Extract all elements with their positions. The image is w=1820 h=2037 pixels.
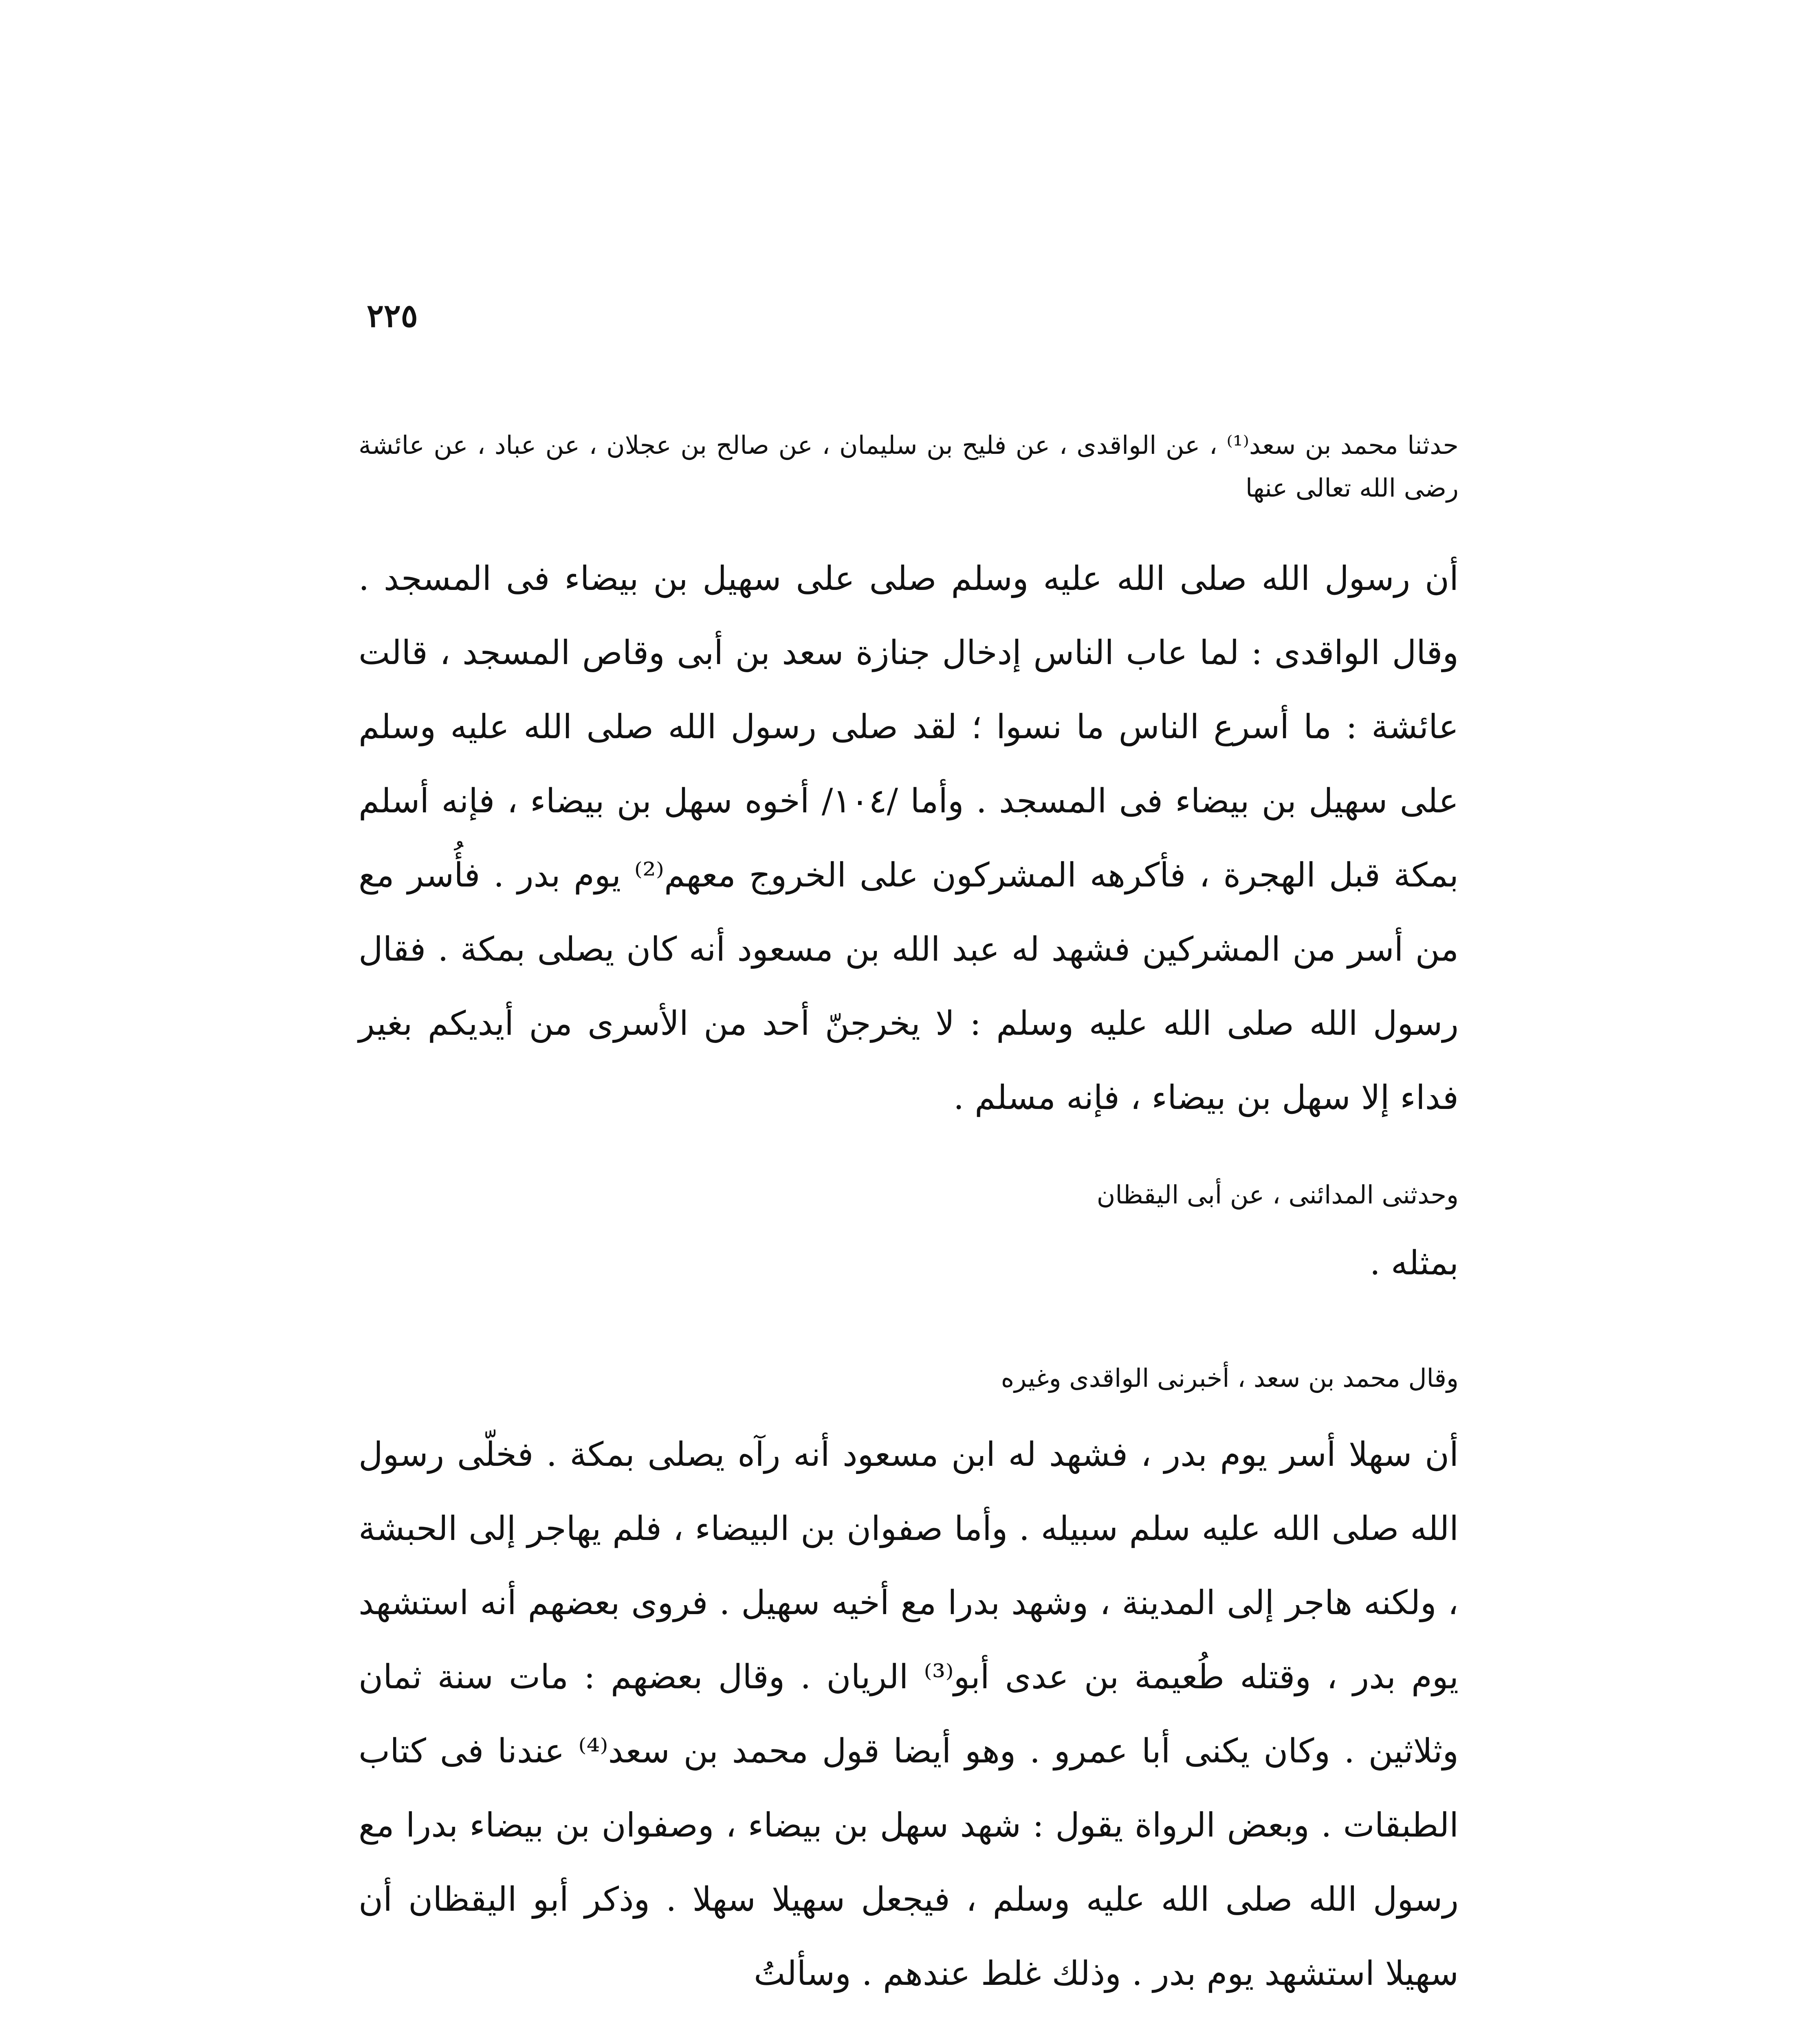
page-number: ٢٢٥ (367, 297, 418, 334)
isnad-2: وحدثنى المدائنى ، عن أبى اليقظان (1096, 1180, 1459, 1210)
paragraph-2: بمثله . (1369, 1244, 1459, 1282)
paragraph-1: أن رسول الله صلى الله عليه وسلم صلى على سهيل بن بيضاء فى المسجد . وقال الواقدى : لما عاب الناس إدخال جنازة سعد بن أبى وقاص المسجد ، قالت عائشة : ما أسرع الناس ما نسوا ؛ لقد صلى رسول الله صلى الله عليه وسلم على سهيل بن بيضاء فى المسجد . وأما /١٠٤/ أخوه سهل بن بيضاء ، فإنه أسلم بمكة قبل الهجرة ، فأكرهه المشركون على الخروج معهم⁽²⁾ يوم بدر . فأُسر مع من أسر من المشركين فشهد له عبد الله بن مسعود أنه كان يصلى بمكة . فقال رسول الله صلى الله عليه وسلم : لا يخرجنّ أحد من الأسرى من أيديكم بغير فداء إلا سهل بن بيضاء ، فإنه مسلم . (359, 559, 1459, 1117)
isnad-3: وقال محمد بن سعد ، أخبرنى الواقدى وغيره (1001, 1363, 1459, 1393)
isnad-1: حدثنا محمد بن سعد⁽¹⁾ ، عن الواقدى ، عن فليح بن سليمان ، عن صالح بن عجلان ، عن عباد ، عن عائشة رضى الله تعالى عنها (359, 430, 1459, 503)
paragraph-3: أن سهلا أسر يوم بدر ، فشهد له ابن مسعود أنه رآه يصلى بمكة . فخلّى رسول الله صلى الله عليه سلم سبيله . وأما صفوان بن البيضاء ، فلم يهاجر إلى الحبشة ، ولكنه هاجر إلى المدينة ، وشهد بدرا مع أخيه سهيل . فروى بعضهم أنه استشهد يوم بدر ، وقتله طُعيمة بن عدى أبو⁽³⁾ الريان . وقال بعضهم : مات سنة ثمان وثلاثين . وكان يكنى أبا عمرو . وهو أيضا قول محمد بن سعد⁽⁴⁾ عندنا فى كتاب الطبقات . وبعض الرواة يقول : شهد سهل بن بيضاء ، وصفوان بن بيضاء بدرا مع رسول الله صلى الله عليه وسلم ، فيجعل سهيلا سهلا . وذكر أبو اليقظان أن سهيلا استشهد يوم بدر . وذلك غلط عندهم . وسألتُ (359, 1435, 1459, 1993)
